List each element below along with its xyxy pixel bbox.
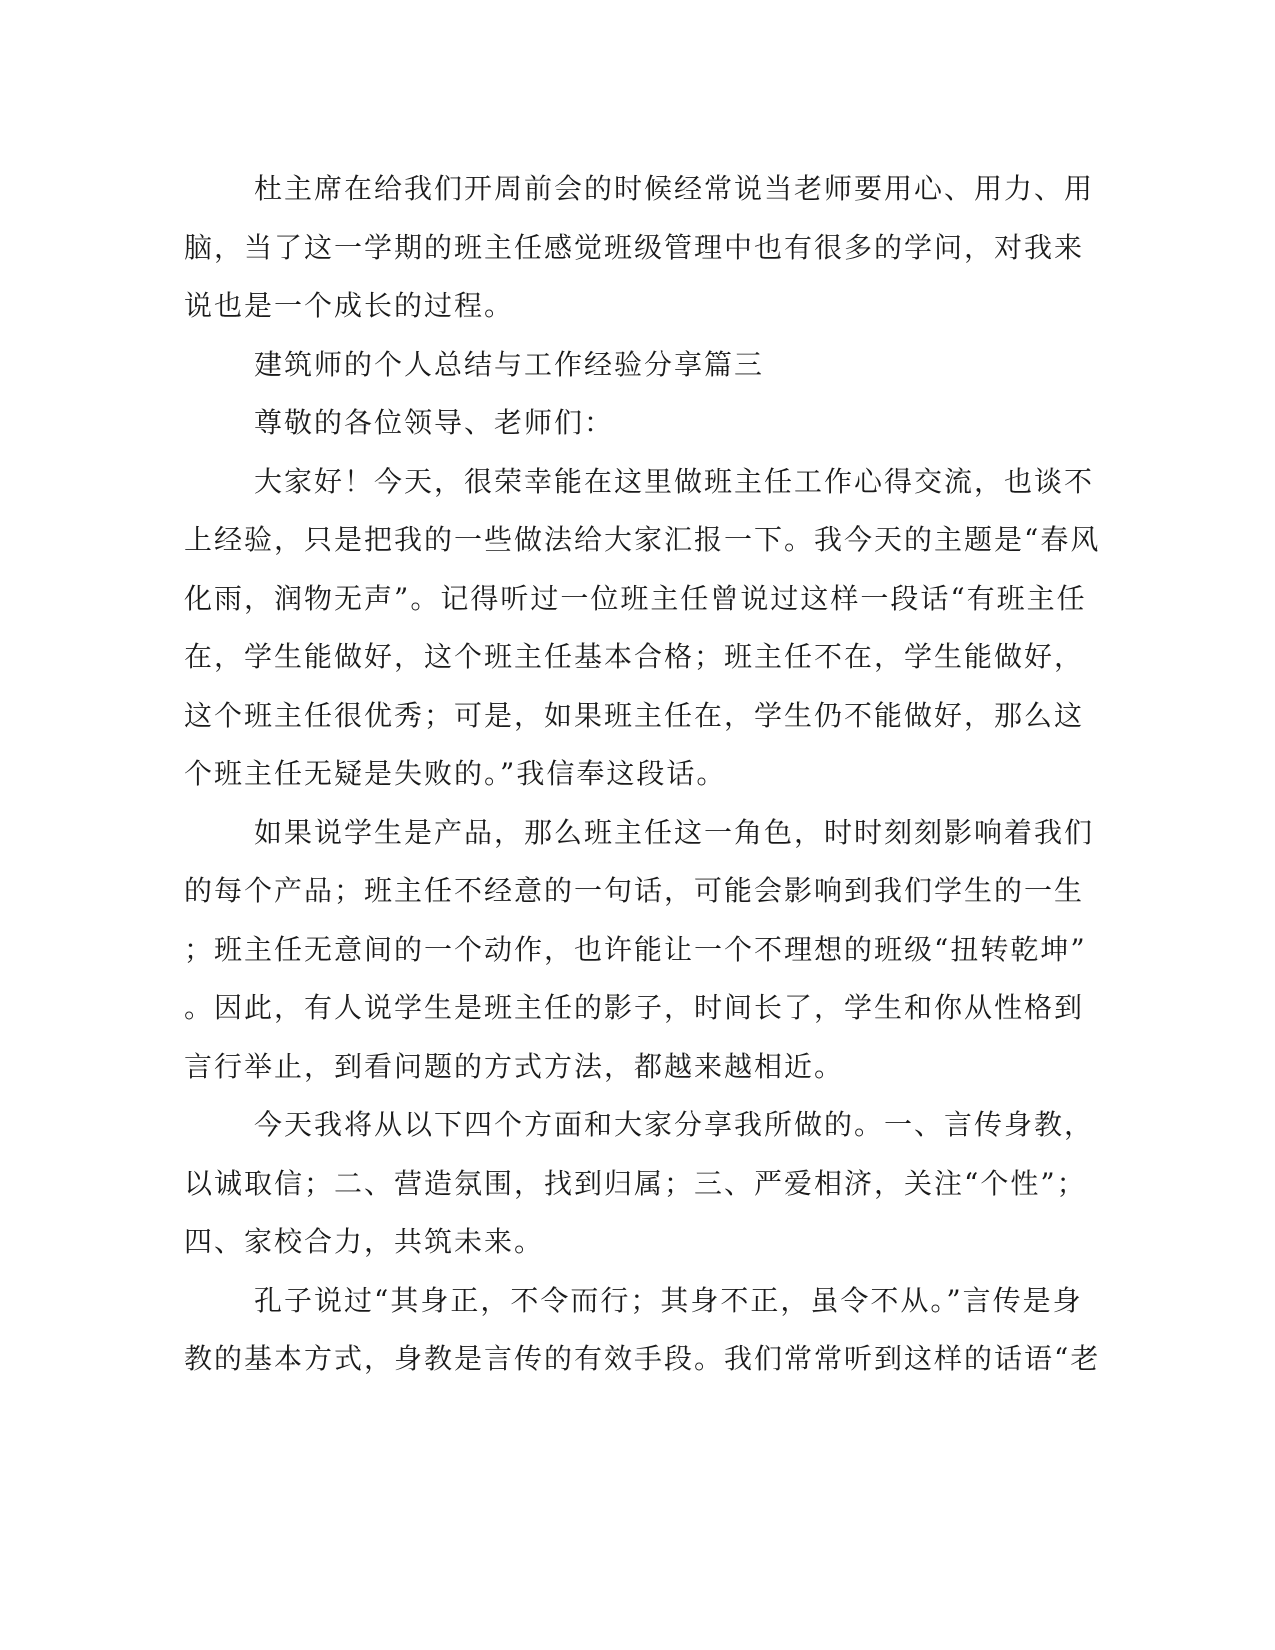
paragraph-line: 说也是一个成长的过程。 [184,289,515,322]
paragraph-line: 在，学生能做好，这个班主任基本合格；班主任不在，学生能做好， [184,640,1085,673]
paragraph-line: 个班主任无疑是失败的。”我信奉这段话。 [184,757,727,790]
paragraph-line: 。因此，有人说学生是班主任的影子，时间长了，学生和你从性格到 [184,991,1085,1024]
paragraph-line: 的每个产品；班主任不经意的一句话，可能会影响到我们学生的一生 [184,874,1085,907]
paragraph-line: 上经验，只是把我的一些做法给大家汇报一下。我今天的主题是“春风 [184,523,1101,556]
paragraph-line: 脑，当了这一学期的班主任感觉班级管理中也有很多的学问，对我来 [184,230,1085,264]
paragraph-line: 言行举止，到看问题的方式方法，都越来越相近。 [184,1049,845,1083]
paragraph-line: 化雨，润物无声”。记得听过一位班主任曾说过这样一段话“有班主任 [184,581,1087,615]
paragraph-line: 这个班主任很优秀；可是，如果班主任在，学生仍不能做好，那么这 [184,698,1085,732]
paragraph-line: 今天我将从以下四个方面和大家分享我所做的。一、言传身教， [254,1108,1095,1141]
section-title: 建筑师的个人总结与工作经验分享篇三 [254,347,765,381]
document-body [184,160,1101,1389]
paragraph-line: 孔子说过“其身正，不令而行；其身不正，虽令不从。”言传是身 [254,1283,1083,1317]
paragraph-line: 四、家校合力，共筑未来。 [184,1225,545,1258]
paragraph-line: 教的基本方式，身教是言传的有效手段。我们常常听到这样的话语“老 [184,1342,1101,1375]
salutation: 尊敬的各位领导、老师们： [254,406,615,439]
paragraph-line: 如果说学生是产品，那么班主任这一角色，时时刻刻影响着我们 [254,815,1095,849]
paragraph-line: 杜主席在给我们开周前会的时候经常说当老师要用心、用力、用 [254,172,1095,205]
paragraph-line: 以诚取信；二、营造氛围，找到归属；三、严爱相济，关注“个性”； [184,1166,1087,1200]
paragraph-line: 大家好！今天，很荣幸能在这里做班主任工作心得交流，也谈不 [254,464,1095,498]
paragraph-line: ；班主任无意间的一个动作，也许能让一个不理想的班级“扭转乾坤” [184,932,1087,966]
